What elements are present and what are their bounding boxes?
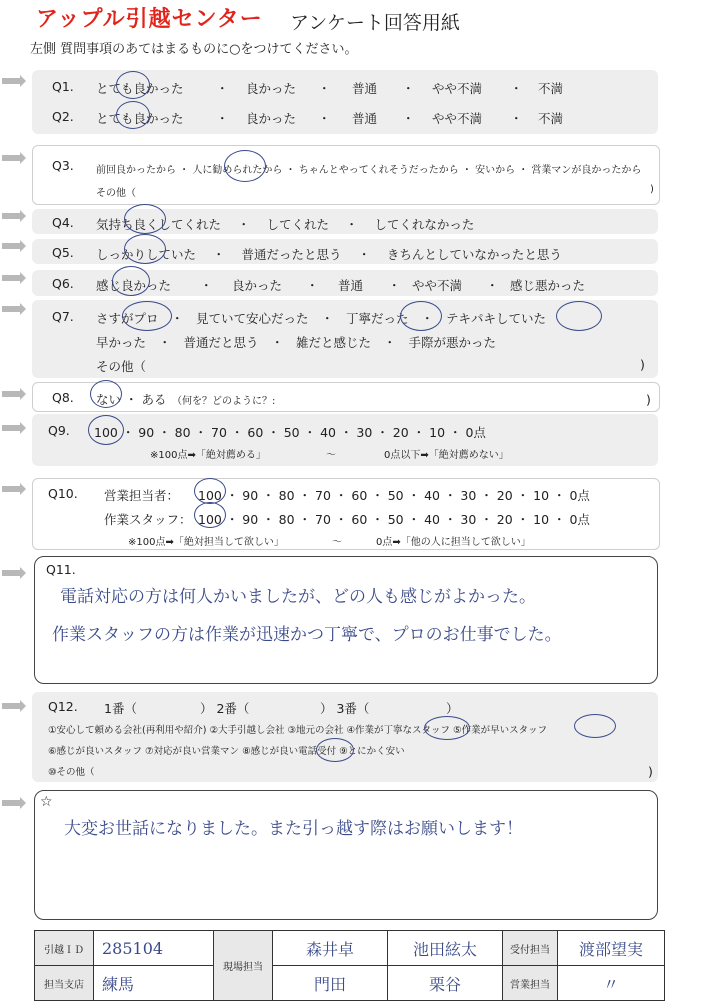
q2-option[interactable]: 普通	[352, 111, 378, 126]
q1-option[interactable]: 不満	[538, 81, 564, 96]
q6-separator: ・	[200, 278, 213, 293]
answer-circle	[90, 380, 122, 408]
q10-note-mid: 〜	[332, 537, 342, 548]
site-staff-2: 池田絃太	[388, 931, 503, 966]
q9-note-right: 0点以下➡「絶対薦めない」	[384, 450, 509, 461]
arrow-icon	[2, 486, 20, 492]
q10-note-right: 0点➡「他の人に担当して欲しい」	[376, 537, 531, 548]
q6-separator: ・	[486, 278, 499, 293]
q2-option[interactable]: 不満	[538, 111, 564, 126]
q12-other[interactable]: ⑩その他（	[48, 767, 95, 778]
q11-answer-line2: 作業スタッフの方は作業が迅速かつ丁寧で、プロのお仕事でした。	[52, 625, 562, 645]
reception-staff: 渡部望実	[558, 931, 665, 966]
q4-label: Q4.	[52, 215, 74, 230]
site-staff-4: 栗谷	[388, 966, 503, 1001]
q10-label: Q10.	[48, 486, 78, 501]
arrow-icon	[2, 570, 20, 576]
form-subtitle: アンケート回答用紙	[290, 12, 460, 34]
site-staff-1: 森井卓	[273, 931, 388, 966]
answer-circle	[116, 71, 150, 99]
q3-options[interactable]: 前回良かったから ・ 人に勧められたから ・ ちゃんとやってくれそうだったから ・ 安いから ・ 営業マンが良かったから	[96, 165, 642, 176]
q11-answer-line1: 電話対応の方は何人かいましたが、どの人も感じがよかった。	[60, 587, 536, 607]
q1-option[interactable]: とても良かった	[96, 81, 184, 96]
q6-option[interactable]: 感じ良かった	[96, 278, 172, 293]
arrow-icon	[2, 275, 20, 281]
answer-circle	[574, 714, 616, 738]
q7-label: Q7.	[52, 309, 74, 324]
q2-separator: ・	[510, 111, 523, 126]
q7-options-line2[interactable]: 早かった ・ 普通だと思う ・ 雑だと感じた ・ 手際が悪かった	[96, 335, 497, 350]
q4-options[interactable]: 気持ち良くしてくれた ・ してくれた ・ してくれなかった	[96, 217, 475, 232]
q7-other[interactable]: その他（	[96, 359, 147, 374]
q5-options[interactable]: しっかりしていた ・ 普通だったと思う ・ きちんとしていなかったと思う	[96, 247, 562, 262]
q3-close: )	[650, 184, 654, 195]
branch-name: 練馬	[94, 966, 214, 1001]
comment-box[interactable]	[34, 790, 658, 920]
q2-separator: ・	[402, 111, 415, 126]
q1-label: Q1.	[52, 79, 74, 94]
q6-label: Q6.	[52, 276, 74, 291]
q8-note: （何を？どのように？:	[172, 396, 276, 407]
arrow-icon	[2, 78, 20, 84]
q10-row2-label: 作業スタッフ：	[104, 512, 192, 527]
q2-option[interactable]: 良かった	[246, 111, 297, 126]
answer-circle	[400, 301, 442, 331]
q1-separator: ・	[318, 81, 331, 96]
q12-rank-close: ）	[446, 701, 459, 716]
site-staff-3: 門田	[273, 966, 388, 1001]
q12-rank2[interactable]: ） 2番（	[200, 701, 250, 716]
q2-label: Q2.	[52, 109, 74, 124]
q5-label: Q5.	[52, 245, 74, 260]
q8-close: )	[646, 392, 651, 407]
q6-separator: ・	[306, 278, 319, 293]
arrow-icon	[2, 306, 20, 312]
arrow-icon	[2, 425, 20, 431]
q12-choices-line1[interactable]: ①安心して頼める会社(再利用や紹介) ②大手引越し会社 ③地元の会社 ④作業が丁寧なスタッフ ⑤作業が早いスタッフ	[48, 725, 548, 736]
q1-separator: ・	[216, 81, 229, 96]
q12-rank1[interactable]: 1番（	[104, 701, 137, 716]
q3-label: Q3.	[52, 158, 74, 173]
q12-rank3[interactable]: ） 3番（	[320, 701, 370, 716]
q10-row1-scale[interactable]: 100 ・ 90 ・ 80 ・ 70 ・ 60 ・ 50 ・ 40 ・ 30 ・ 20 ・ 10 ・ 0点	[198, 488, 590, 503]
q8-options[interactable]: ない ・ ある	[96, 392, 167, 407]
q11-label: Q11.	[46, 562, 76, 577]
q6-separator: ・	[388, 278, 401, 293]
answer-circle	[116, 101, 150, 129]
answer-circle	[122, 301, 172, 331]
answer-circle	[88, 415, 124, 445]
arrow-icon	[2, 391, 20, 397]
q10-row2-scale[interactable]: 100 ・ 90 ・ 80 ・ 70 ・ 60 ・ 50 ・ 40 ・ 30 ・ 20 ・ 10 ・ 0点	[198, 512, 590, 527]
move-id: 285104	[94, 931, 214, 966]
answer-circle	[316, 738, 354, 762]
arrow-icon	[2, 243, 20, 249]
arrow-icon	[2, 213, 20, 219]
answer-circle	[124, 234, 166, 264]
q6-option[interactable]: 感じ悪かった	[510, 278, 586, 293]
sales-staff: 〃	[558, 966, 665, 1001]
answer-circle	[556, 301, 602, 331]
q12-label: Q12.	[48, 699, 78, 714]
q6-option[interactable]: やや不満	[412, 278, 463, 293]
q9-note-mid: 〜	[326, 450, 336, 461]
answer-circle	[194, 478, 226, 504]
instruction-text: 左側 質問事項のあてはまるものに○をつけてください。	[30, 42, 358, 57]
q1-option[interactable]: 普通	[352, 81, 378, 96]
site-label: 現場担当	[214, 931, 273, 1001]
arrow-icon	[2, 703, 20, 709]
star-icon: ☆	[40, 794, 53, 810]
q7-options-line1[interactable]: さすがプロ ・ 見ていて安心だった ・ 丁寧だった ・ テキパキしていた	[96, 311, 547, 326]
q1-separator: ・	[510, 81, 523, 96]
q3-other[interactable]: その他（	[96, 188, 136, 199]
q6-option[interactable]: 良かった	[232, 278, 283, 293]
q1-option[interactable]: 良かった	[246, 81, 297, 96]
comment-answer: 大変お世話になりました。また引っ越す際はお願いします！	[64, 819, 523, 839]
reception-label: 受付担当	[503, 931, 558, 966]
q10-note-left: ※100点➡「絶対担当して欲しい」	[128, 537, 284, 548]
q8-label: Q8.	[52, 390, 74, 405]
q2-option[interactable]: やや不満	[432, 111, 483, 126]
q6-option[interactable]: 普通	[338, 278, 364, 293]
q2-option[interactable]: とても良かった	[96, 111, 184, 126]
q1-separator: ・	[402, 81, 415, 96]
brand-title: アップル引越センター	[36, 7, 263, 32]
q7-close: )	[640, 357, 645, 372]
answer-circle	[124, 204, 166, 234]
answer-circle	[112, 266, 150, 296]
branch-label: 担当支店	[35, 966, 94, 1001]
q12-close: )	[648, 764, 653, 779]
q2-separator: ・	[318, 111, 331, 126]
answer-circle	[224, 150, 266, 182]
id-label: 引越ＩＤ	[35, 931, 94, 966]
sales-label: 営業担当	[503, 966, 558, 1001]
q9-note-left: ※100点➡「絶対薦める」	[150, 450, 266, 461]
q10-row1-label: 営業担当者：	[104, 488, 180, 503]
q12-choices-line2[interactable]: ⑥感じが良いスタッフ ⑦対応が良い営業マン ⑧感じが良い電話受付 ⑨とにかく安い	[48, 746, 405, 757]
q2-separator: ・	[216, 111, 229, 126]
arrow-icon	[2, 800, 20, 806]
answer-circle	[424, 716, 470, 740]
q1-option[interactable]: やや不満	[432, 81, 483, 96]
q9-scale[interactable]: 100 ・ 90 ・ 80 ・ 70 ・ 60 ・ 50 ・ 40 ・ 30 ・ 20 ・ 10 ・ 0点	[94, 425, 486, 440]
q9-label: Q9.	[48, 423, 70, 438]
answer-circle	[194, 502, 226, 528]
staff-table	[34, 930, 665, 1001]
arrow-icon	[2, 155, 20, 161]
